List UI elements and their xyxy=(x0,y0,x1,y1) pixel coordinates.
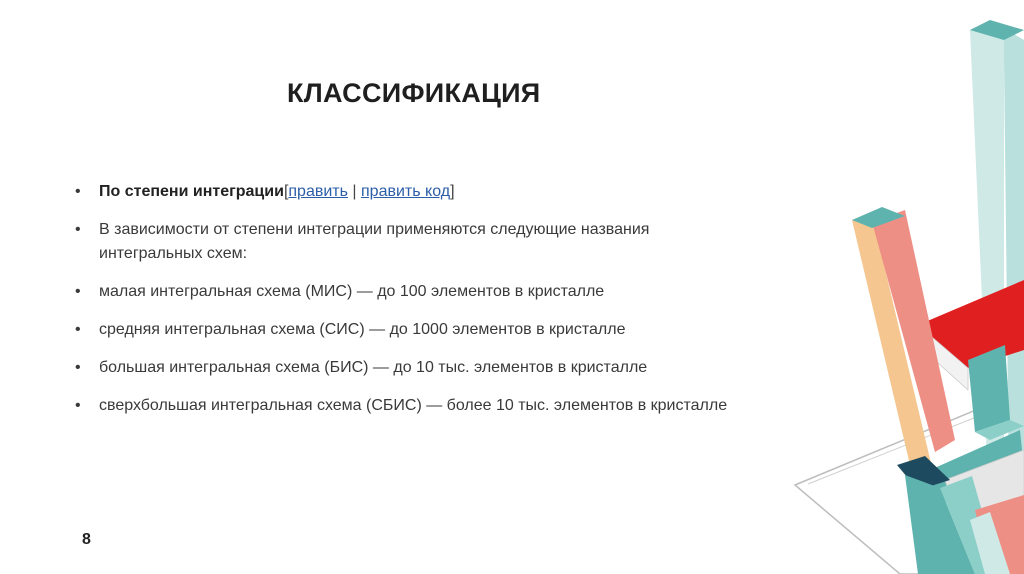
list-item xyxy=(72,394,752,418)
bullet-list xyxy=(72,180,752,432)
edit-link[interactable]: править xyxy=(288,183,348,200)
list-item-text: большая интегральная схема (БИС) — до 10 тыс. элементов в кристалле xyxy=(99,359,648,376)
bullet-icon: • xyxy=(75,183,81,200)
isometric-blocks-illustration xyxy=(780,0,1024,574)
list-item xyxy=(72,280,752,304)
list-item-text: средняя интегральная схема (СИС) — до 1000 элементов в кристалле xyxy=(99,321,626,338)
bracket-open: [ xyxy=(283,183,289,200)
teal-block-front xyxy=(968,345,1010,432)
bullet-icon: • xyxy=(75,397,81,414)
bullet-icon: • xyxy=(75,321,81,338)
slide-title: КЛАССИФИКАЦИЯ xyxy=(287,78,541,108)
list-item xyxy=(72,218,752,266)
edit-code-link[interactable]: править код xyxy=(361,183,451,200)
link-separator: | xyxy=(347,183,361,200)
bullet-icon: • xyxy=(75,283,81,300)
list-item-text: сверхбольшая интегральная схема (СБИС) — более 10 тыс. элементов в кристалле xyxy=(99,397,728,414)
bullet-icon: • xyxy=(75,359,81,376)
section-heading: По степени интеграции xyxy=(99,183,284,200)
bracket-close: ] xyxy=(450,183,455,200)
list-item xyxy=(72,318,752,342)
bullet-icon: • xyxy=(75,221,81,238)
list-item-heading xyxy=(72,180,752,204)
page-number: 8 xyxy=(82,531,91,548)
list-item xyxy=(72,356,752,380)
list-item-text: В зависимости от степени интеграции применяются следующие названия интегральных схем: xyxy=(99,221,650,262)
list-item-text: малая интегральная схема (МИС) — до 100 элементов в кристалле xyxy=(99,283,605,300)
